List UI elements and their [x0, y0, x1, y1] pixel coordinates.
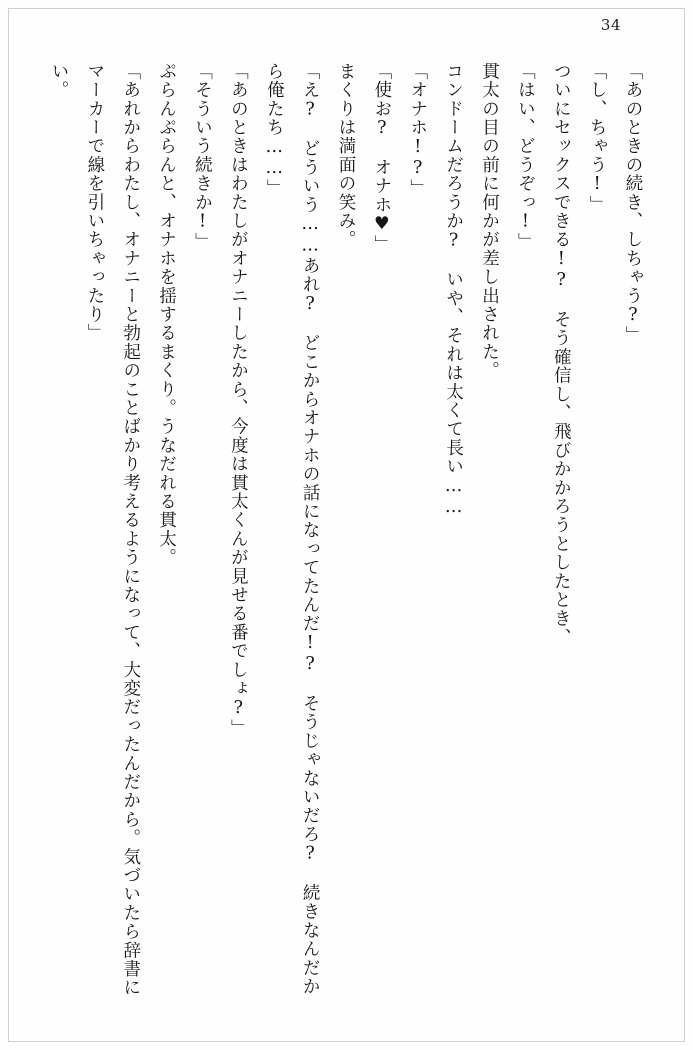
paragraph: 貫太の目の前に何かが差し出された。 — [479, 62, 500, 380]
paragraph: ついにセックスできる!? そう確信し、飛びかかろうとしたとき、 — [551, 62, 572, 647]
paragraph: まくりは満面の笑み。 — [336, 62, 356, 249]
paragraph: 「え? どういう……あれ? どこからオナホの話になってたんだ!? そうじゃないだろ? 続きなんだから俺たち……」 — [264, 62, 321, 996]
paragraph: 「あれからわたし、オナニーと勃起のことばかり考えるようになって、大変だったんだから。気づいたら辞書にマーカーで線を引いちゃったり」 — [84, 62, 141, 997]
paragraph: 「し、ちゃう!」 — [587, 62, 608, 215]
paragraph: 「はい、どうぞっ!」 — [515, 62, 536, 252]
paragraph: 「あのときの続き、しちゃう?」 — [623, 62, 643, 345]
paragraph: 「そういう続きか!」 — [192, 62, 213, 252]
novel-body-text — [38, 62, 650, 1002]
paragraph: ぷらんぷらんと、オナホを揺するまくり。うなだれる貫太。 — [156, 62, 177, 567]
paragraph: 「使お? オナホ♥」 — [371, 62, 392, 254]
paragraph: コンドームだろうか? いや、それは太くて長い…… — [443, 62, 464, 519]
paragraph: 「あのときはわたしがオナニーしたから、今度は貫太くんが見せる番でしょ?」 — [228, 62, 249, 738]
paragraph: い。 — [49, 62, 69, 100]
paragraph: 「オナホ!?」 — [407, 62, 428, 198]
page-number: 34 — [600, 16, 621, 34]
